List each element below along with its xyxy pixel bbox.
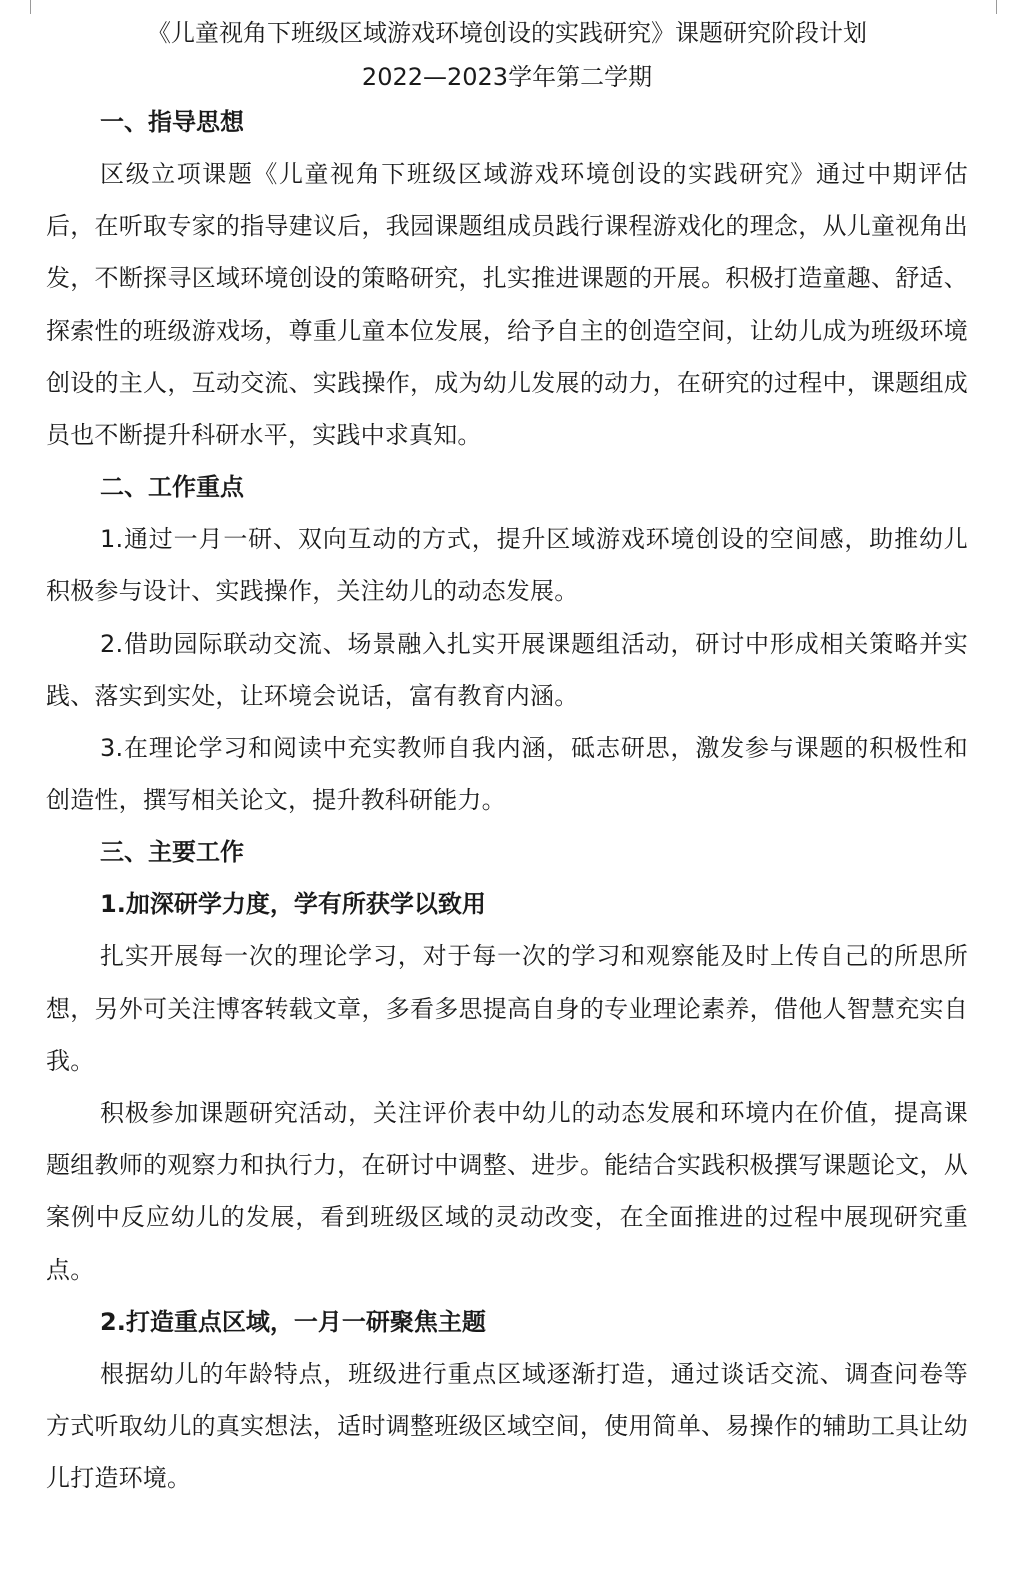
section-work-focus xyxy=(46,461,968,826)
subsection-heading: 2.打造重点区域，一月一研聚焦主题 xyxy=(100,1307,486,1336)
section-heading: 二、工作重点 xyxy=(100,473,244,502)
page-edge-mark-right xyxy=(996,0,997,14)
subsection-key-areas xyxy=(46,1296,968,1505)
document-title: 《儿童视角下班级区域游戏环境创设的实践研究》课题研究阶段计划 xyxy=(147,19,867,47)
subsection-heading: 1.加深研学力度，学有所获学以致用 xyxy=(100,890,486,919)
section-main-work xyxy=(46,826,968,1504)
paragraph: 根据幼儿的年龄特点，班级进行重点区域逐渐打造，通过谈话交流、调查问卷等方式听取幼儿的真实想法，适时调整班级区域空间，使用简单、易操作的辅助工具让幼儿打造环境。 xyxy=(46,1359,968,1493)
section-guiding-ideology xyxy=(46,96,968,461)
paragraph: 区级立项课题《儿童视角下班级区域游戏环境创设的实践研究》通过中期评估后，在听取专家的指导建议后，我园课题组成员践行课程游戏化的理念，从儿童视角出发，不断探寻区域环境创设的策略研究，扎实推进课题的开展。积极打造童趣、舒适、探索性的班级游戏场，尊重儿童本位发展，给予自主的创造空间，让幼儿成为班级环境创设的主人，互动交流、实践操作，成为幼儿发展的动力，在研究的过程中，课题组成员也不断提升科研水平，实践中求真知。 xyxy=(46,160,968,450)
paragraph: 1.通过一月一研、双向互动的方式，提升区域游戏环境创设的空间感，助推幼儿积极参与设计、实践操作，关注幼儿的动态发展。 xyxy=(46,525,968,606)
paragraph: 扎实开展每一次的理论学习，对于每一次的学习和观察能及时上传自己的所思所想，另外可关注博客转载文章，多看多思提高自身的专业理论素养，借他人智慧充实自我。 xyxy=(46,942,968,1075)
page-edge-mark-left xyxy=(30,0,31,14)
paragraph: 2.借助园际联动交流、场景融入扎实开展课题组活动，研讨中形成相关策略并实践、落实到实处，让环境会说话，富有教育内涵。 xyxy=(46,629,968,710)
section-heading: 三、主要工作 xyxy=(100,838,244,867)
section-heading: 一、指导思想 xyxy=(100,108,244,136)
subsection-study xyxy=(46,878,968,1295)
document-subtitle: 2022—2023学年第二学期 xyxy=(361,63,653,91)
paragraph: 3.在理论学习和阅读中充实教师自我内涵，砥志研思，激发参与课题的积极性和创造性，撰写相关论文，提升教科研能力。 xyxy=(46,734,968,815)
paragraph: 积极参加课题研究活动，关注评价表中幼儿的动态发展和环境内在价值，提高课题组教师的观察力和执行力，在研讨中调整、进步。能结合实践积极撰写课题论文，从案例中反应幼儿的发展，看到班级区域的灵动改变，在全面推进的过程中展现研究重点。 xyxy=(46,1099,968,1284)
